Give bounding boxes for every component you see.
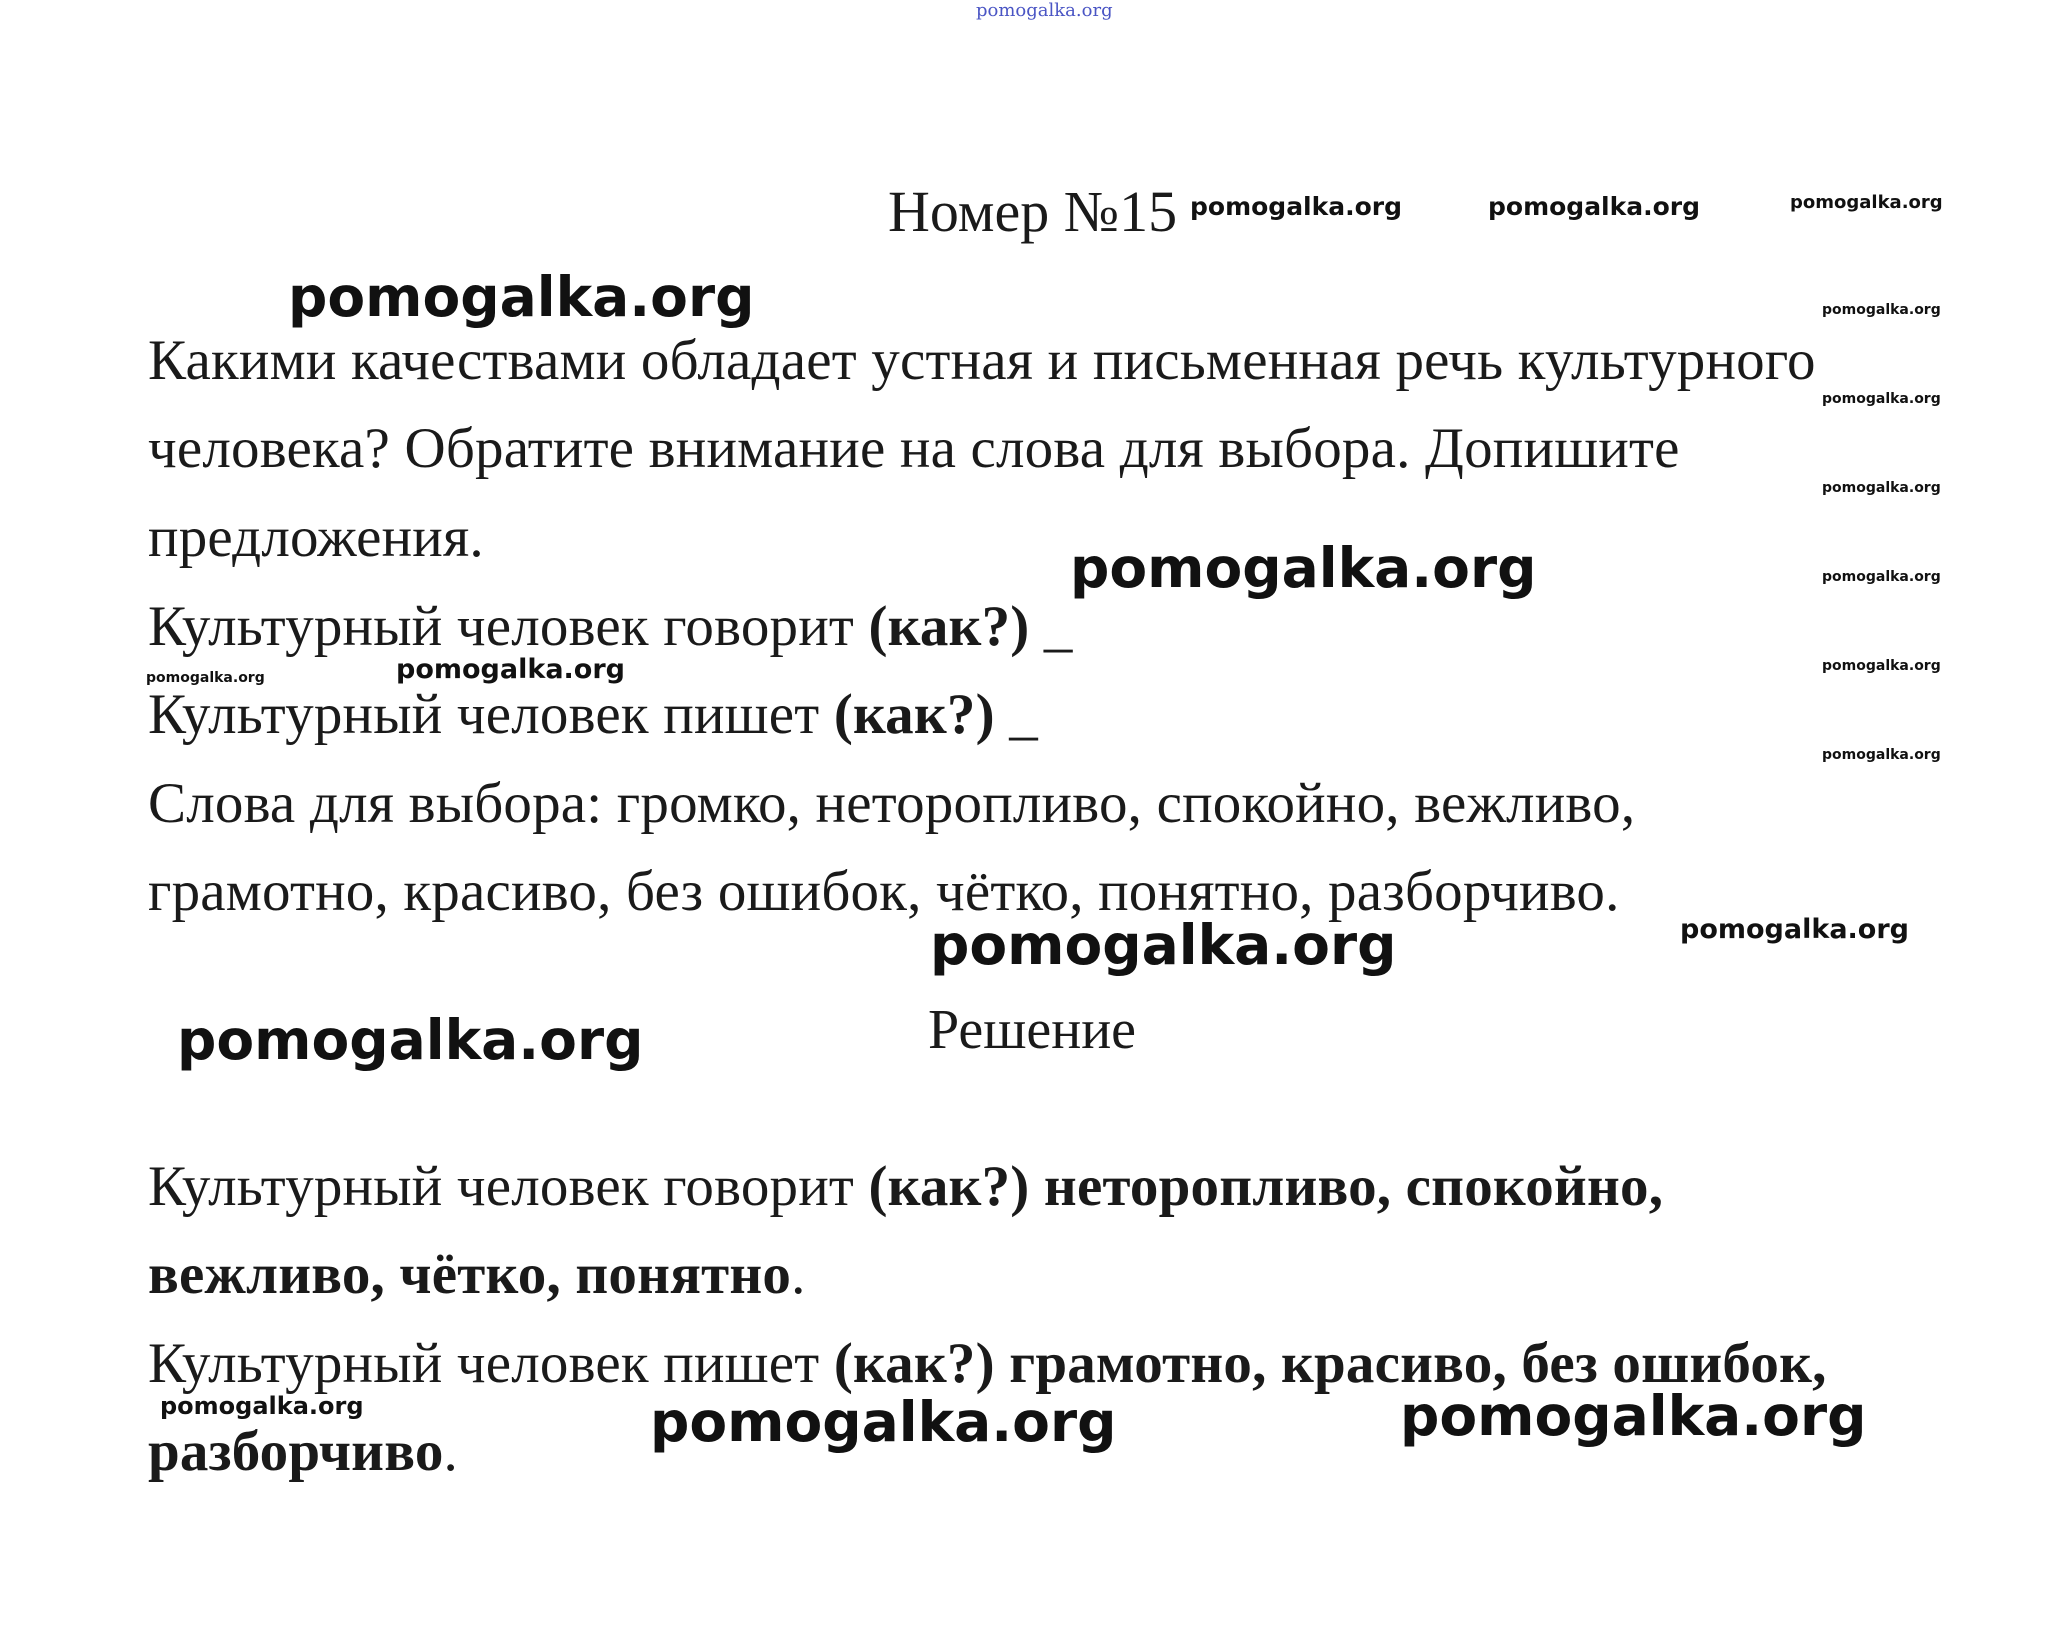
- words-line-1: Слова для выбора: громко, неторопливо, спокойно, вежливо,: [148, 772, 1636, 835]
- says-prefix: Культурный человек говорит: [148, 595, 869, 658]
- solution-heading: Решение: [928, 999, 1137, 1061]
- solution-writes-answer: (как?) грамотно, красиво, без ошибок,: [833, 1332, 1827, 1395]
- watermark: pomogalka.org: [1790, 192, 1943, 213]
- watermark: pomogalka.org: [1680, 914, 1909, 945]
- solution-says-line-1: [148, 1154, 1663, 1219]
- task-text-line-2: человека? Обратите внимание на слова для выбора. Допишите: [148, 417, 1680, 480]
- watermark: pomogalka.org: [1190, 192, 1403, 221]
- solution-writes-end: .: [443, 1420, 458, 1483]
- solution-writes-line-2: [148, 1419, 458, 1484]
- watermark: pomogalka.org: [1822, 569, 1941, 585]
- task-says-sentence: [148, 594, 1073, 659]
- watermark: pomogalka.org: [288, 265, 755, 329]
- watermark: pomogalka.org: [1822, 302, 1941, 318]
- solution-says-line-2: [148, 1242, 806, 1307]
- solution-says-end: .: [791, 1243, 806, 1306]
- task-writes-sentence: [148, 682, 1038, 747]
- watermark: pomogalka.org: [1822, 658, 1941, 674]
- writes-prefix: Культурный человек пишет: [148, 683, 834, 746]
- watermark: pomogalka.org: [1822, 480, 1941, 496]
- task-title: Номер №15: [888, 179, 1178, 244]
- watermark: pomogalka.org: [650, 1390, 1117, 1454]
- solution-says-answer-cont: вежливо, чётко, понятно: [148, 1243, 792, 1306]
- watermark: pomogalka.org: [146, 670, 265, 686]
- task-text-line-3: предложения.: [148, 506, 484, 569]
- watermark: pomogalka.org: [396, 654, 625, 685]
- writes-blank: _: [994, 683, 1038, 746]
- words-line-2: грамотно, красиво, без ошибок, чётко, понятно, разборчиво.: [148, 860, 1620, 923]
- writes-question: (как?): [833, 683, 995, 746]
- watermark: pomogalka.org: [160, 1392, 364, 1420]
- watermark: pomogalka.org: [1488, 192, 1701, 221]
- task-text-line-1: Какими качествами обладает устная и письменная речь культурного: [148, 329, 1816, 392]
- solution-writes-prefix: Культурный человек пишет: [148, 1332, 834, 1395]
- watermark: pomogalka.org: [177, 1008, 644, 1072]
- solution-says-prefix: Культурный человек говорит: [148, 1155, 869, 1218]
- watermark-top: pomogalka.org: [976, 0, 1113, 21]
- watermark: pomogalka.org: [1400, 1384, 1867, 1448]
- watermark: pomogalka.org: [930, 913, 1397, 977]
- watermark: pomogalka.org: [1822, 747, 1941, 763]
- says-question: (как?): [868, 595, 1030, 658]
- solution-writes-answer-cont: разборчиво: [148, 1420, 444, 1483]
- says-blank: _: [1029, 595, 1073, 658]
- watermark: pomogalka.org: [1822, 391, 1941, 407]
- solution-says-answer: (как?) неторопливо, спокойно,: [868, 1155, 1664, 1218]
- watermark: pomogalka.org: [1070, 536, 1537, 600]
